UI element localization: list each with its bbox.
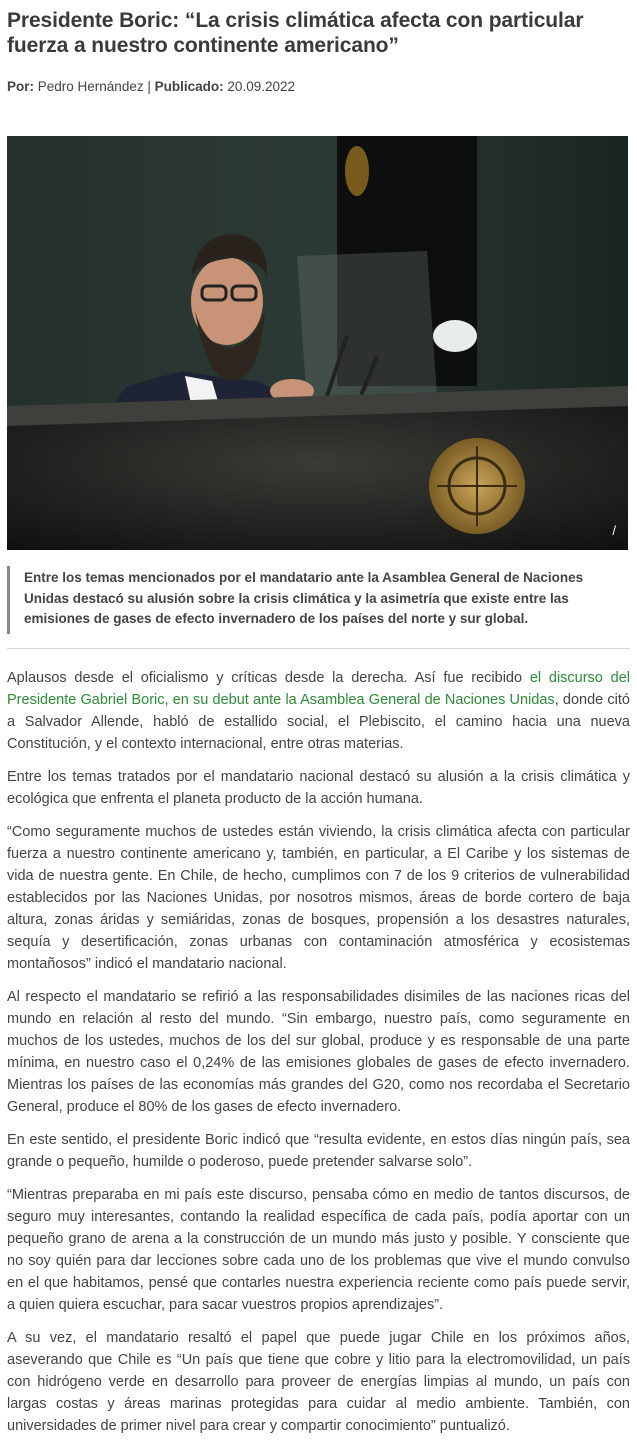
article-photo[interactable] [7,136,628,550]
paragraph-2: Entre los temas tratados por el mandatario nacional destacó su alusión a la crisis climática y ecológica que enfrenta el planeta producto de la acción humana. [7,768,630,807]
article-title: Presidente Boric: “La crisis climática afecta con particular fuerza a nuestro continente americano” [7,9,584,57]
paragraph-6: “Mientras preparaba en mi país este discurso, pensaba cómo en medio de tantos discursos, de seguro muy interesantes, contando la realidad específica de cada país, podía aportar con un pequeño grano de arena a la construcción de un mundo más justo y posible. Y consciente que no soy quién para dar lecciones sobre cada uno de los problemas que vive el mundo convulso en el que habitamos, pensé que contarles nuestra experiencia reciente como país puede servir, a quien quiera escuchar, para sacar vuestros propios aprendizajes”. [7,1186,630,1313]
author-name: Pedro Hernández [37,79,144,94]
p1-text-after: , donde citó a Salvador Allende, habló de estallido social, el Plebiscito, el camino hacia una nueva Constitución, y el contexto internacional, entre otras materias. [7,691,630,752]
paragraph-7: A su vez, el mandatario resaltó el papel que puede jugar Chile en los próximos años, aseverando que Chile es “Un país que tiene que cobre y litio para la electromovilidad, un país con hidrógeno verde en desarrollo para proveer de energías limpias al mundo, un país con largas costas y áreas marinas protegidas para cuidar al medio ambiente. También, con universidades de primer nivel para crear y compartir conocimiento” puntualizó. [7,1329,630,1434]
paragraph-4: Al respecto el mandatario se refirió a las responsabilidades disimiles de las naciones ricas del mundo en relación al resto del mundo. “Sin embargo, nuestro país, como seguramente en muchos de los ustedes, muchos de los del sur global, produce y es responsable de una parte mínima, en nuestro caso el 0,24% de las emisiones globales de gases de efecto invernadero. Mientras los países de las economías más grandes del G20, como nos recordaba el Secretario General, produce el 80% de los gases de efecto invernadero. [7,988,630,1115]
article-container [0,8,637,1437]
published-date: 20.09.2022 [227,79,295,94]
photo-caption-mark: / [612,523,616,538]
p1-text-before: Aplausos desde el oficialismo y críticas desde la derecha. Así fue recibido [7,669,530,686]
paragraph-3: “Como seguramente muchos de ustedes están viviendo, la crisis climática afecta con particular fuerza a nuestro continente americano y, también, en particular, a El Caribe y los sistemas de vida de nuestra gente. En Chile, de hecho, cumplimos con 7 de los 9 criterios de vulnerabilidad establecidos por las Naciones Unidas, por nosotros mismos, áreas de borde cortero de baja altura, zonas áridas y semiáridas, zonas de bosques, propensión a los desastres naturales, sequía y desertificación, zonas urbanas con contaminación atmosférica y ecosistemas montañosos” indicó el mandatario nacional. [7,823,630,972]
article-lead: Entre los temas mencionados por el mandatario ante la Asamblea General de Naciones Unidas destacó su alusión sobre la crisis climática y la asimetría que existe entre las emisiones de gases de efecto invernadero de los países del norte y sur global. [7,566,630,634]
article-meta [7,78,630,96]
paragraph-1 [7,667,630,755]
published-label: Publicado: [154,79,224,94]
speech-link[interactable]: el discurso del Presidente Gabriel Boric, en su debut ante la Asamblea General de Naciones Unidas [7,669,630,708]
article-body [7,667,630,1437]
meta-separator: | [147,79,151,94]
author-label: Por: [7,79,34,94]
paragraph-5: En este sentido, el presidente Boric indicó que “resulta evidente, en estos días ningún país, sea grande o pequeño, humilde o poderoso, puede pretender salvarse solo”. [7,1131,630,1170]
photo-illustration [7,136,628,550]
divider [7,648,630,649]
